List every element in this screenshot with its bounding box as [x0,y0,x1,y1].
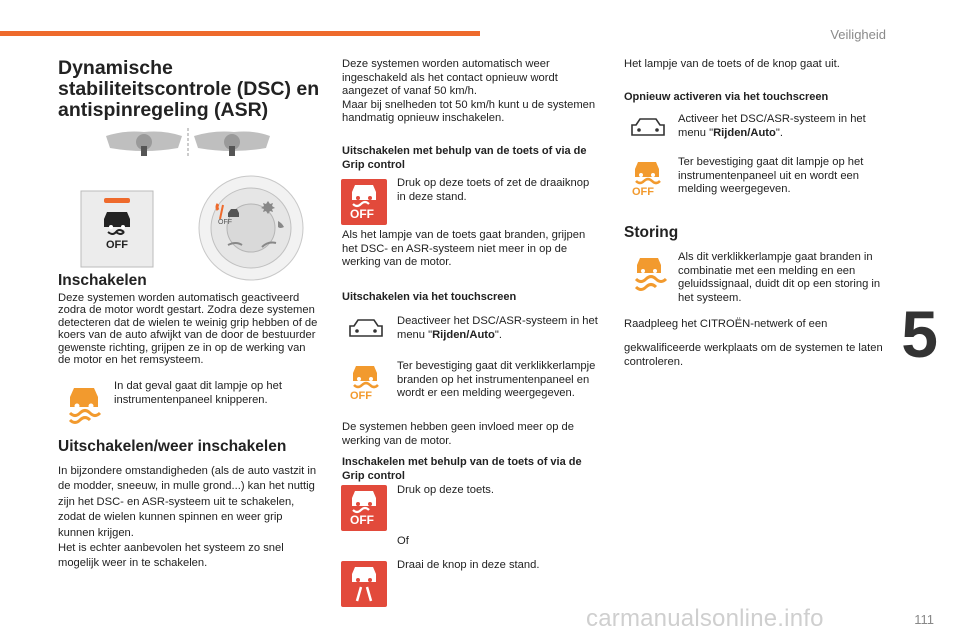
text-deactiveer-post: ". [494,328,502,341]
dial-off-label: OFF [218,219,232,226]
menu-rijden-auto-2: Rijden/Auto [713,126,776,139]
chapter-number: 5 [901,297,938,371]
car-icon-2 [630,117,666,139]
watermark: carmanualsonline.info [586,605,824,632]
text-geen-invloed: De systemen hebben geen invloed meer op de werking van de motor. [342,421,574,447]
dsc-fault-warning-icon [630,256,670,296]
text-intro-automatisch: Deze systemen worden automatisch weer ingeschakeld als het contact opnieuw wordt aangezet of vanaf 50 km/h. Maar bij snelheden tot 50 km/h kunt u de systemen handmatig opnieuw inschakelen. [342,58,596,125]
text-gekwalificeerde: gekwalificeerde werkplaats om de systemen te laten controleren. [624,342,883,368]
text-draai-knop: Draai de knop in deze stand. [397,559,540,571]
dsc-off-warning-icon-2 [628,160,668,200]
subheading-uitschakelen-toets: Uitschakelen met behulp van de toets of via de Grip control [342,145,587,171]
text-inschakelen: Deze systemen worden automatisch geactiveerd zodra de motor wordt gestart. Zodra deze systemen detecteren dat de wielen te weinig grip hebben of de koers van de auto afwijkt van de door de bestuurder gewenste richting, grijpen ze in op de werking van de motor en het remsysteem. [58,292,318,367]
text-lampje-branden: Als het lampje van de toets gaat branden, grijpen het DSC- en ASR-systeem niet meer in op de werking van de motor. [342,229,586,269]
text-bevestiging-2: Ter bevestiging gaat dit lampje op het instrumentenpaneel uit en wordt een melding weergegeven. [678,156,864,196]
red-icon-off-label: OFF [350,207,374,221]
subheading-opnieuw-activeren: Opnieuw activeren via het touchscreen [624,91,829,103]
text-druk-toets-2: Druk op deze toets. [397,484,495,496]
dsc-off-button-illustration [80,190,154,268]
text-deactiveer [397,315,602,342]
text-uitschakelen: In bijzondere omstandigheden (als de auto vastzit in de modder, sneeuw, in mulle grond...) kan het nuttig zijn het DSC- en ASR-systeem uit te schakelen, zodat de wielen kunnen spinnen en weer grip kunnen krijgen. Het is echter aanbevolen het systeem zo snel mogelijk weer in te schakelen. [58,465,317,570]
page-number: 111 [914,612,934,627]
road-mode-red-icon [341,561,387,607]
section-name: Veiligheid [830,27,886,42]
orange-icon-off-label-2: OFF [632,186,654,198]
grip-control-dial-illustration [198,175,304,281]
button-off-label: OFF [106,239,128,251]
car-icon [348,318,384,340]
dsc-off-warning-icon [346,364,386,404]
subheading-touchscreen: Uitschakelen via het touchscreen [342,291,517,303]
text-of: Of [397,535,409,547]
text-activeer-post: ". [775,126,783,139]
text-raadpleeg: Raadpleeg het CITROËN-netwerk of een [624,318,828,330]
dsc-off-red-icon-2 [341,485,387,531]
steering-wheel-illustration [104,128,272,160]
red-icon-off-label-2: OFF [350,513,374,527]
heading-inschakelen: Inschakelen [58,272,147,289]
dsc-warning-icon [64,384,104,424]
text-activeer [678,113,883,140]
page-title: Dynamische stabiliteitscontrole (DSC) en antispinregeling (ASR) [58,57,320,121]
text-bevestiging-1: Ter bevestiging gaat dit verklikkerlampje branden op het instrumentenpaneel en wordt er een melding weergegeven. [397,360,596,400]
orange-icon-off-label: OFF [350,390,372,402]
text-storing: Als dit verklikkerlampje gaat branden in combinatie met een melding en een geluidssignaal, duidt dit op een storing in het systeem. [678,251,881,304]
menu-rijden-auto: Rijden/Auto [432,328,495,341]
subheading-inschakelen-toets: Inschakelen met behulp van de toets of via de Grip control [342,456,582,482]
text-druk-toets-1: Druk op deze toets of zet de draaiknop in deze stand. [397,177,590,203]
text-deactiveer-pre: Deactiveer het DSC/ASR-systeem in het menu " [397,315,598,341]
text-activeer-pre: Activeer het DSC/ASR-systeem in het menu " [678,113,866,139]
text-lampje-uit: Het lampje van de toets of de knop gaat uit. [624,58,840,70]
heading-storing: Storing [624,224,679,241]
dsc-off-red-icon [341,179,387,225]
text-lampje-knipperen: In dat geval gaat dit lampje op het instrumentenpaneel knipperen. [114,380,282,406]
header-accent-bar [0,31,480,36]
heading-uitschakelen: Uitschakelen/weer inschakelen [58,438,287,455]
